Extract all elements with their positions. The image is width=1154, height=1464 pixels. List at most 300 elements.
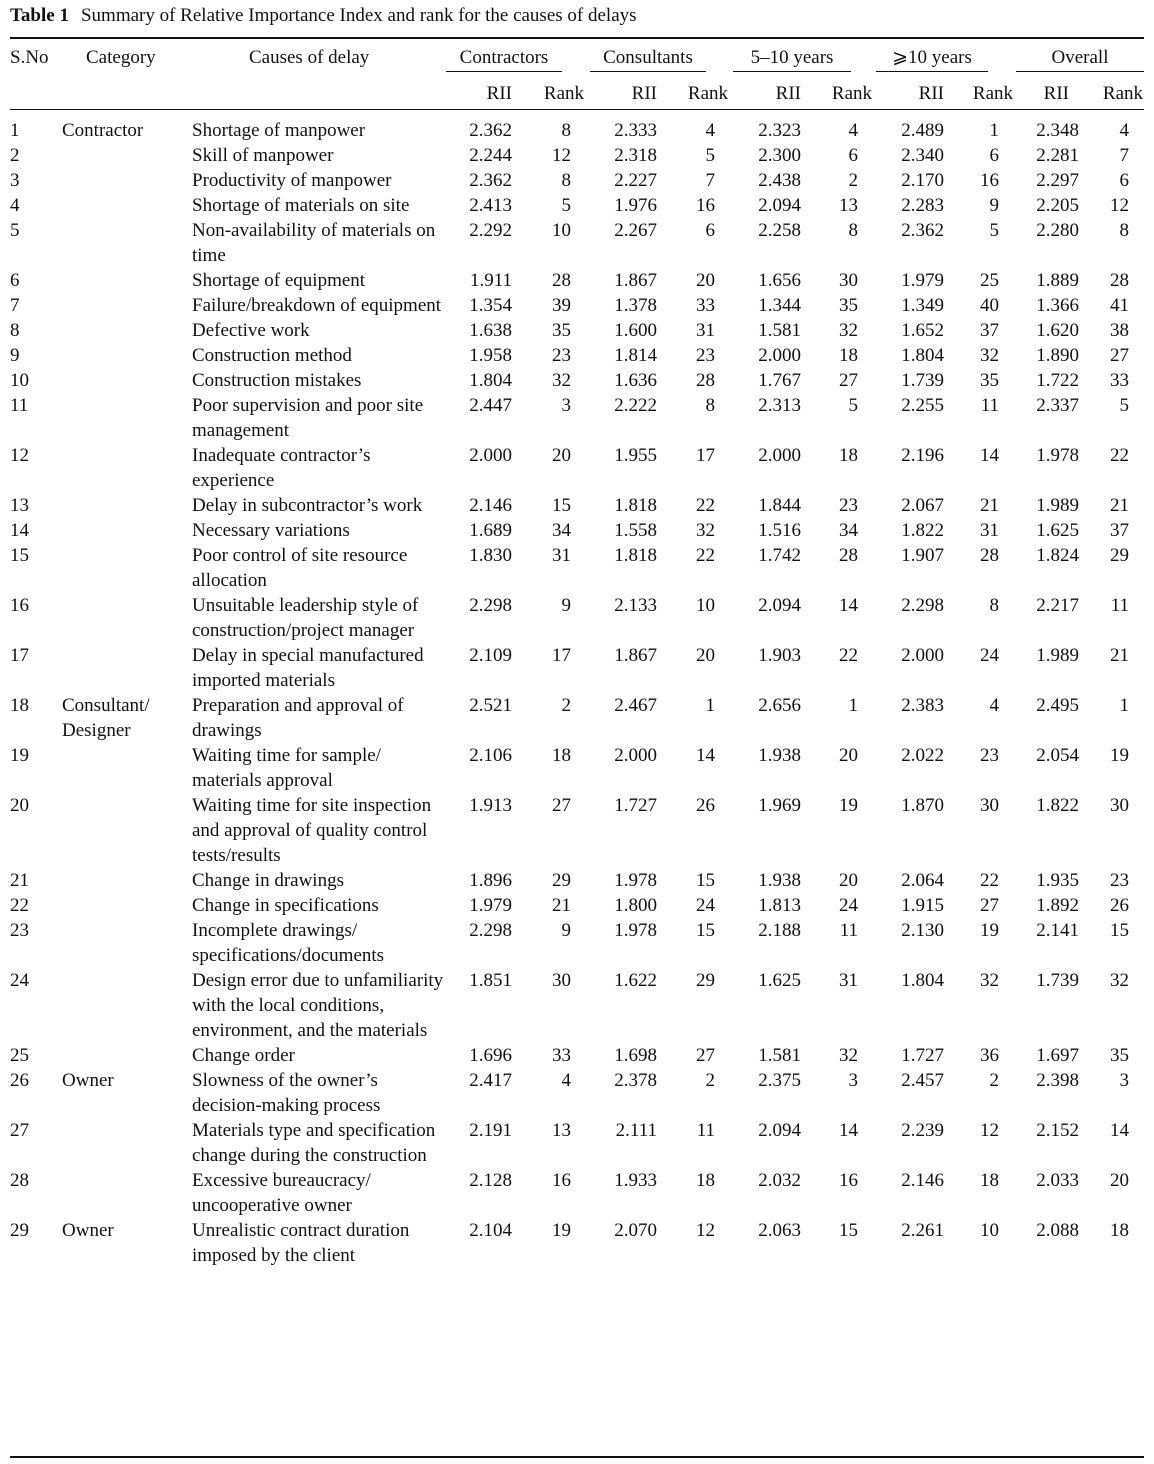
5-10-years-rank: 28 bbox=[839, 545, 858, 566]
5-10-years-rii: 2.094 bbox=[758, 1120, 801, 1141]
row-cause: Skill of manpower bbox=[192, 145, 334, 166]
overall-rii: 2.217 bbox=[1036, 595, 1079, 616]
5-10-years-rank: 34 bbox=[839, 520, 858, 541]
header-sub-rii: RII bbox=[631, 83, 657, 104]
5-10-years-rii: 1.625 bbox=[758, 970, 801, 991]
consultants-rank: 33 bbox=[696, 295, 715, 316]
10-plus-years-rank: 4 bbox=[989, 695, 999, 716]
10-plus-years-rii: 2.255 bbox=[901, 395, 944, 416]
5-10-years-rank: 31 bbox=[839, 970, 858, 991]
contractors-rank: 31 bbox=[552, 545, 571, 566]
row-cause: Productivity of manpower bbox=[192, 170, 392, 191]
contractors-rank: 34 bbox=[552, 520, 571, 541]
contractors-rii: 1.958 bbox=[469, 345, 512, 366]
overall-rii: 1.722 bbox=[1036, 370, 1079, 391]
consultants-rii: 1.978 bbox=[614, 920, 657, 941]
overall-rii: 2.054 bbox=[1036, 745, 1079, 766]
consultants-rank: 11 bbox=[696, 1120, 715, 1141]
5-10-years-rii: 2.438 bbox=[758, 170, 801, 191]
row-number: 17 bbox=[10, 645, 29, 666]
10-plus-years-rii: 1.870 bbox=[901, 795, 944, 816]
10-plus-years-rii: 2.340 bbox=[901, 145, 944, 166]
row-number: 29 bbox=[10, 1220, 29, 1241]
header-sub-rank: Rank bbox=[687, 83, 728, 104]
table-row bbox=[0, 1218, 1154, 1268]
10-plus-years-rii: 1.979 bbox=[901, 270, 944, 291]
contractors-rank: 5 bbox=[561, 195, 571, 216]
10-plus-years-rank: 11 bbox=[980, 395, 999, 416]
row-number: 21 bbox=[10, 870, 29, 891]
table-row bbox=[0, 693, 1154, 743]
header-group-contractors: Contractors bbox=[459, 47, 549, 68]
10-plus-years-rii: 2.130 bbox=[901, 920, 944, 941]
consultants-rank: 8 bbox=[705, 395, 715, 416]
table-row bbox=[0, 268, 1154, 293]
group-underline bbox=[446, 71, 562, 72]
contractors-rank: 29 bbox=[552, 870, 571, 891]
row-number: 28 bbox=[10, 1170, 29, 1191]
group-underline bbox=[1016, 71, 1144, 72]
row-cause: Excessive bureaucracy/ uncooperative owner bbox=[192, 1170, 371, 1217]
overall-rii: 1.935 bbox=[1036, 870, 1079, 891]
group-underline bbox=[876, 71, 988, 72]
contractors-rii: 2.417 bbox=[469, 1070, 512, 1091]
overall-rii: 2.033 bbox=[1036, 1170, 1079, 1191]
header-group-overall: Overall bbox=[1051, 47, 1109, 68]
5-10-years-rank: 15 bbox=[839, 1220, 858, 1241]
consultants-rii: 1.818 bbox=[614, 495, 657, 516]
table-row bbox=[0, 168, 1154, 193]
row-number: 5 bbox=[10, 220, 20, 241]
contractors-rank: 28 bbox=[552, 270, 571, 291]
overall-rii: 2.495 bbox=[1036, 695, 1079, 716]
10-plus-years-rank: 24 bbox=[980, 645, 999, 666]
contractors-rank: 8 bbox=[561, 170, 571, 191]
overall-rii: 1.824 bbox=[1036, 545, 1079, 566]
5-10-years-rank: 11 bbox=[839, 920, 858, 941]
contractors-rii: 1.896 bbox=[469, 870, 512, 891]
5-10-years-rii: 2.323 bbox=[758, 120, 801, 141]
contractors-rank: 27 bbox=[552, 795, 571, 816]
contractors-rii: 2.298 bbox=[469, 920, 512, 941]
header-sub-rank: Rank bbox=[543, 83, 584, 104]
row-number: 23 bbox=[10, 920, 29, 941]
row-cause: Poor control of site resource allocation bbox=[192, 545, 408, 592]
consultants-rii: 1.800 bbox=[614, 895, 657, 916]
consultants-rii: 2.070 bbox=[614, 1220, 657, 1241]
10-plus-years-rii: 2.383 bbox=[901, 695, 944, 716]
overall-rii: 2.281 bbox=[1036, 145, 1079, 166]
overall-rii: 1.889 bbox=[1036, 270, 1079, 291]
5-10-years-rii: 1.903 bbox=[758, 645, 801, 666]
10-plus-years-rii: 1.907 bbox=[901, 545, 944, 566]
overall-rank: 32 bbox=[1110, 970, 1129, 991]
10-plus-years-rank: 32 bbox=[980, 345, 999, 366]
table-caption bbox=[10, 5, 1144, 27]
row-cause: Shortage of equipment bbox=[192, 270, 366, 291]
5-10-years-rank: 20 bbox=[839, 870, 858, 891]
5-10-years-rii: 2.375 bbox=[758, 1070, 801, 1091]
consultants-rii: 2.318 bbox=[614, 145, 657, 166]
5-10-years-rii: 1.938 bbox=[758, 745, 801, 766]
overall-rank: 33 bbox=[1110, 370, 1129, 391]
10-plus-years-rank: 6 bbox=[989, 145, 999, 166]
contractors-rii: 2.128 bbox=[469, 1170, 512, 1191]
contractors-rank: 4 bbox=[561, 1070, 571, 1091]
5-10-years-rii: 2.258 bbox=[758, 220, 801, 241]
consultants-rii: 2.378 bbox=[614, 1070, 657, 1091]
table-row bbox=[0, 968, 1154, 1043]
overall-rank: 35 bbox=[1110, 1045, 1129, 1066]
contractors-rank: 30 bbox=[552, 970, 571, 991]
consultants-rank: 23 bbox=[696, 345, 715, 366]
table-row bbox=[0, 118, 1154, 143]
10-plus-years-rank: 5 bbox=[989, 220, 999, 241]
table-row bbox=[0, 518, 1154, 543]
overall-rii: 1.978 bbox=[1036, 445, 1079, 466]
row-number: 16 bbox=[10, 595, 29, 616]
10-plus-years-rank: 9 bbox=[989, 195, 999, 216]
5-10-years-rank: 13 bbox=[839, 195, 858, 216]
contractors-rank: 32 bbox=[552, 370, 571, 391]
overall-rii: 2.280 bbox=[1036, 220, 1079, 241]
consultants-rii: 2.111 bbox=[615, 1120, 657, 1141]
row-number: 11 bbox=[10, 395, 29, 416]
10-plus-years-rii: 1.349 bbox=[901, 295, 944, 316]
consultants-rank: 26 bbox=[696, 795, 715, 816]
overall-rank: 5 bbox=[1119, 395, 1129, 416]
5-10-years-rii: 2.313 bbox=[758, 395, 801, 416]
10-plus-years-rank: 14 bbox=[980, 445, 999, 466]
5-10-years-rii: 2.000 bbox=[758, 445, 801, 466]
5-10-years-rank: 6 bbox=[848, 145, 858, 166]
contractors-rii: 2.362 bbox=[469, 170, 512, 191]
contractors-rank: 2 bbox=[561, 695, 571, 716]
table-body bbox=[0, 118, 1154, 1268]
5-10-years-rii: 2.032 bbox=[758, 1170, 801, 1191]
10-plus-years-rii: 2.067 bbox=[901, 495, 944, 516]
5-10-years-rank: 14 bbox=[839, 595, 858, 616]
5-10-years-rii: 1.656 bbox=[758, 270, 801, 291]
row-number: 3 bbox=[10, 170, 20, 191]
contractors-rank: 33 bbox=[552, 1045, 571, 1066]
5-10-years-rank: 35 bbox=[839, 295, 858, 316]
row-cause: Preparation and approval of drawings bbox=[192, 695, 404, 742]
contractors-rii: 2.109 bbox=[469, 645, 512, 666]
table-row bbox=[0, 743, 1154, 793]
row-cause: Failure/breakdown of equipment bbox=[192, 295, 442, 316]
overall-rank: 14 bbox=[1110, 1120, 1129, 1141]
overall-rank: 29 bbox=[1110, 545, 1129, 566]
table-row bbox=[0, 218, 1154, 268]
consultants-rank: 20 bbox=[696, 645, 715, 666]
10-plus-years-rii: 1.652 bbox=[901, 320, 944, 341]
5-10-years-rank: 24 bbox=[839, 895, 858, 916]
5-10-years-rank: 2 bbox=[848, 170, 858, 191]
overall-rank: 19 bbox=[1110, 745, 1129, 766]
contractors-rii: 1.851 bbox=[469, 970, 512, 991]
header-group-consultants: Consultants bbox=[603, 47, 693, 68]
10-plus-years-rank: 30 bbox=[980, 795, 999, 816]
5-10-years-rank: 3 bbox=[848, 1070, 858, 1091]
overall-rank: 37 bbox=[1110, 520, 1129, 541]
row-cause: Unrealistic contract duration imposed by the client bbox=[192, 1220, 410, 1267]
5-10-years-rii: 1.969 bbox=[758, 795, 801, 816]
10-plus-years-rank: 32 bbox=[980, 970, 999, 991]
consultants-rank: 22 bbox=[696, 545, 715, 566]
10-plus-years-rank: 36 bbox=[980, 1045, 999, 1066]
row-number: 2 bbox=[10, 145, 20, 166]
10-plus-years-rank: 12 bbox=[980, 1120, 999, 1141]
contractors-rank: 39 bbox=[552, 295, 571, 316]
consultants-rii: 1.814 bbox=[614, 345, 657, 366]
consultants-rank: 1 bbox=[705, 695, 715, 716]
overall-rank: 20 bbox=[1110, 1170, 1129, 1191]
consultants-rii: 1.698 bbox=[614, 1045, 657, 1066]
row-cause: Inadequate contractor’s experience bbox=[192, 445, 371, 492]
5-10-years-rii: 1.516 bbox=[758, 520, 801, 541]
consultants-rii: 1.727 bbox=[614, 795, 657, 816]
overall-rank: 7 bbox=[1119, 145, 1129, 166]
row-number: 27 bbox=[10, 1120, 29, 1141]
consultants-rii: 2.333 bbox=[614, 120, 657, 141]
10-plus-years-rank: 16 bbox=[980, 170, 999, 191]
overall-rii: 2.398 bbox=[1036, 1070, 1079, 1091]
table-row bbox=[0, 193, 1154, 218]
10-plus-years-rank: 40 bbox=[980, 295, 999, 316]
consultants-rank: 22 bbox=[696, 495, 715, 516]
consultants-rii: 1.867 bbox=[614, 645, 657, 666]
5-10-years-rank: 18 bbox=[839, 445, 858, 466]
5-10-years-rii: 2.188 bbox=[758, 920, 801, 941]
contractors-rii: 2.104 bbox=[469, 1220, 512, 1241]
5-10-years-rii: 2.094 bbox=[758, 595, 801, 616]
header-group-10-plus-years: ⩾10 years bbox=[892, 47, 972, 68]
consultants-rii: 2.133 bbox=[614, 595, 657, 616]
header-sub-rii: RII bbox=[486, 83, 512, 104]
table-row bbox=[0, 593, 1154, 643]
10-plus-years-rii: 2.489 bbox=[901, 120, 944, 141]
row-cause: Construction method bbox=[192, 345, 352, 366]
table-label: Table 1 bbox=[10, 5, 69, 26]
10-plus-years-rank: 35 bbox=[980, 370, 999, 391]
contractors-rank: 12 bbox=[552, 145, 571, 166]
row-cause: Change in specifications bbox=[192, 895, 379, 916]
overall-rii: 1.697 bbox=[1036, 1045, 1079, 1066]
contractors-rank: 35 bbox=[552, 320, 571, 341]
5-10-years-rank: 22 bbox=[839, 645, 858, 666]
overall-rii: 1.989 bbox=[1036, 645, 1079, 666]
row-cause: Shortage of materials on site bbox=[192, 195, 410, 216]
overall-rank: 12 bbox=[1110, 195, 1129, 216]
row-cause: Delay in subcontractor’s work bbox=[192, 495, 423, 516]
overall-rank: 21 bbox=[1110, 495, 1129, 516]
overall-rii: 2.152 bbox=[1036, 1120, 1079, 1141]
consultants-rii: 2.467 bbox=[614, 695, 657, 716]
contractors-rii: 2.292 bbox=[469, 220, 512, 241]
consultants-rank: 6 bbox=[705, 220, 715, 241]
consultants-rank: 17 bbox=[696, 445, 715, 466]
overall-rii: 1.890 bbox=[1036, 345, 1079, 366]
table-title: Summary of Relative Importance Index and rank for the causes of delays bbox=[80, 5, 637, 26]
overall-rank: 8 bbox=[1119, 220, 1129, 241]
contractors-rii: 2.106 bbox=[469, 745, 512, 766]
row-number: 9 bbox=[10, 345, 20, 366]
row-number: 10 bbox=[10, 370, 29, 391]
overall-rii: 2.088 bbox=[1036, 1220, 1079, 1241]
10-plus-years-rank: 28 bbox=[980, 545, 999, 566]
row-cause: Change order bbox=[192, 1045, 295, 1066]
row-number: 20 bbox=[10, 795, 29, 816]
row-cause: Poor supervision and poor site management bbox=[192, 395, 424, 442]
contractors-rii: 2.146 bbox=[469, 495, 512, 516]
contractors-rank: 15 bbox=[552, 495, 571, 516]
10-plus-years-rii: 2.000 bbox=[901, 645, 944, 666]
5-10-years-rank: 5 bbox=[848, 395, 858, 416]
consultants-rank: 20 bbox=[696, 270, 715, 291]
table-row bbox=[0, 343, 1154, 368]
header-sub-rank: Rank bbox=[831, 83, 872, 104]
consultants-rank: 31 bbox=[696, 320, 715, 341]
header-sno: S.No bbox=[10, 47, 49, 68]
contractors-rii: 2.362 bbox=[469, 120, 512, 141]
row-cause: Incomplete drawings/ specifications/documents bbox=[192, 920, 385, 967]
5-10-years-rii: 1.581 bbox=[758, 320, 801, 341]
5-10-years-rii: 1.767 bbox=[758, 370, 801, 391]
consultants-rank: 2 bbox=[705, 1070, 715, 1091]
consultants-rii: 1.955 bbox=[614, 445, 657, 466]
contractors-rii: 1.696 bbox=[469, 1045, 512, 1066]
consultants-rank: 24 bbox=[696, 895, 715, 916]
consultants-rii: 2.227 bbox=[614, 170, 657, 191]
row-category: Consultant/ Designer bbox=[62, 695, 150, 742]
consultants-rank: 10 bbox=[696, 595, 715, 616]
consultants-rank: 15 bbox=[696, 920, 715, 941]
row-cause: Unsuitable leadership style of construction/project manager bbox=[192, 595, 419, 642]
10-plus-years-rank: 27 bbox=[980, 895, 999, 916]
header-cause: Causes of delay bbox=[249, 47, 370, 68]
overall-rii: 1.366 bbox=[1036, 295, 1079, 316]
row-number: 24 bbox=[10, 970, 29, 991]
header-sub-rank: Rank bbox=[972, 83, 1013, 104]
table-row bbox=[0, 443, 1154, 493]
row-number: 19 bbox=[10, 745, 29, 766]
overall-rank: 11 bbox=[1110, 595, 1129, 616]
overall-rii: 1.625 bbox=[1036, 520, 1079, 541]
5-10-years-rank: 1 bbox=[848, 695, 858, 716]
overall-rii: 1.892 bbox=[1036, 895, 1079, 916]
5-10-years-rii: 1.938 bbox=[758, 870, 801, 891]
contractors-rii: 2.244 bbox=[469, 145, 512, 166]
overall-rank: 30 bbox=[1110, 795, 1129, 816]
row-cause: Slowness of the owner’s decision-making process bbox=[192, 1070, 381, 1117]
overall-rank: 6 bbox=[1119, 170, 1129, 191]
10-plus-years-rank: 19 bbox=[980, 920, 999, 941]
row-cause: Waiting time for sample/ materials approval bbox=[192, 745, 381, 792]
contractors-rank: 9 bbox=[561, 595, 571, 616]
overall-rank: 23 bbox=[1110, 870, 1129, 891]
consultants-rank: 5 bbox=[705, 145, 715, 166]
consultants-rank: 14 bbox=[696, 745, 715, 766]
consultants-rank: 28 bbox=[696, 370, 715, 391]
row-number: 1 bbox=[10, 120, 20, 141]
contractors-rii: 1.354 bbox=[469, 295, 512, 316]
header-sub-rii: RII bbox=[1043, 83, 1069, 104]
5-10-years-rii: 1.581 bbox=[758, 1045, 801, 1066]
10-plus-years-rank: 22 bbox=[980, 870, 999, 891]
contractors-rank: 23 bbox=[552, 345, 571, 366]
row-cause: Change in drawings bbox=[192, 870, 344, 891]
header-rule bbox=[10, 109, 1144, 110]
5-10-years-rii: 2.656 bbox=[758, 695, 801, 716]
contractors-rii: 1.689 bbox=[469, 520, 512, 541]
consultants-rank: 29 bbox=[696, 970, 715, 991]
10-plus-years-rank: 21 bbox=[980, 495, 999, 516]
5-10-years-rii: 1.344 bbox=[758, 295, 801, 316]
row-cause: Non-availability of materials on time bbox=[192, 220, 436, 267]
10-plus-years-rii: 2.362 bbox=[901, 220, 944, 241]
consultants-rank: 27 bbox=[696, 1045, 715, 1066]
contractors-rank: 8 bbox=[561, 120, 571, 141]
10-plus-years-rii: 2.196 bbox=[901, 445, 944, 466]
5-10-years-rank: 19 bbox=[839, 795, 858, 816]
overall-rank: 21 bbox=[1110, 645, 1129, 666]
5-10-years-rank: 27 bbox=[839, 370, 858, 391]
row-number: 15 bbox=[10, 545, 29, 566]
overall-rii: 2.348 bbox=[1036, 120, 1079, 141]
consultants-rank: 12 bbox=[696, 1220, 715, 1241]
contractors-rank: 21 bbox=[552, 895, 571, 916]
10-plus-years-rank: 31 bbox=[980, 520, 999, 541]
top-rule bbox=[10, 37, 1144, 39]
overall-rank: 22 bbox=[1110, 445, 1129, 466]
row-cause: Defective work bbox=[192, 320, 310, 341]
row-number: 26 bbox=[10, 1070, 29, 1091]
table-row bbox=[0, 143, 1154, 168]
row-category: Owner bbox=[62, 1070, 114, 1091]
10-plus-years-rii: 2.022 bbox=[901, 745, 944, 766]
overall-rank: 4 bbox=[1119, 120, 1129, 141]
overall-rank: 1 bbox=[1119, 695, 1129, 716]
5-10-years-rii: 2.300 bbox=[758, 145, 801, 166]
contractors-rii: 1.804 bbox=[469, 370, 512, 391]
5-10-years-rii: 1.844 bbox=[758, 495, 801, 516]
row-number: 6 bbox=[10, 270, 20, 291]
table-row bbox=[0, 793, 1154, 868]
contractors-rii: 2.521 bbox=[469, 695, 512, 716]
group-underline bbox=[733, 71, 851, 72]
contractors-rii: 1.638 bbox=[469, 320, 512, 341]
table-row bbox=[0, 1043, 1154, 1068]
10-plus-years-rank: 2 bbox=[989, 1070, 999, 1091]
row-number: 4 bbox=[10, 195, 20, 216]
10-plus-years-rank: 25 bbox=[980, 270, 999, 291]
header-sub-rank: Rank bbox=[1102, 83, 1143, 104]
contractors-rank: 20 bbox=[552, 445, 571, 466]
overall-rii: 2.205 bbox=[1036, 195, 1079, 216]
contractors-rank: 3 bbox=[561, 395, 571, 416]
row-cause: Shortage of manpower bbox=[192, 120, 366, 141]
5-10-years-rii: 2.063 bbox=[758, 1220, 801, 1241]
contractors-rii: 2.000 bbox=[469, 445, 512, 466]
consultants-rii: 1.867 bbox=[614, 270, 657, 291]
table-row bbox=[0, 893, 1154, 918]
consultants-rii: 1.636 bbox=[614, 370, 657, 391]
10-plus-years-rank: 37 bbox=[980, 320, 999, 341]
10-plus-years-rii: 2.146 bbox=[901, 1170, 944, 1191]
5-10-years-rank: 32 bbox=[839, 320, 858, 341]
table-row bbox=[0, 1118, 1154, 1168]
